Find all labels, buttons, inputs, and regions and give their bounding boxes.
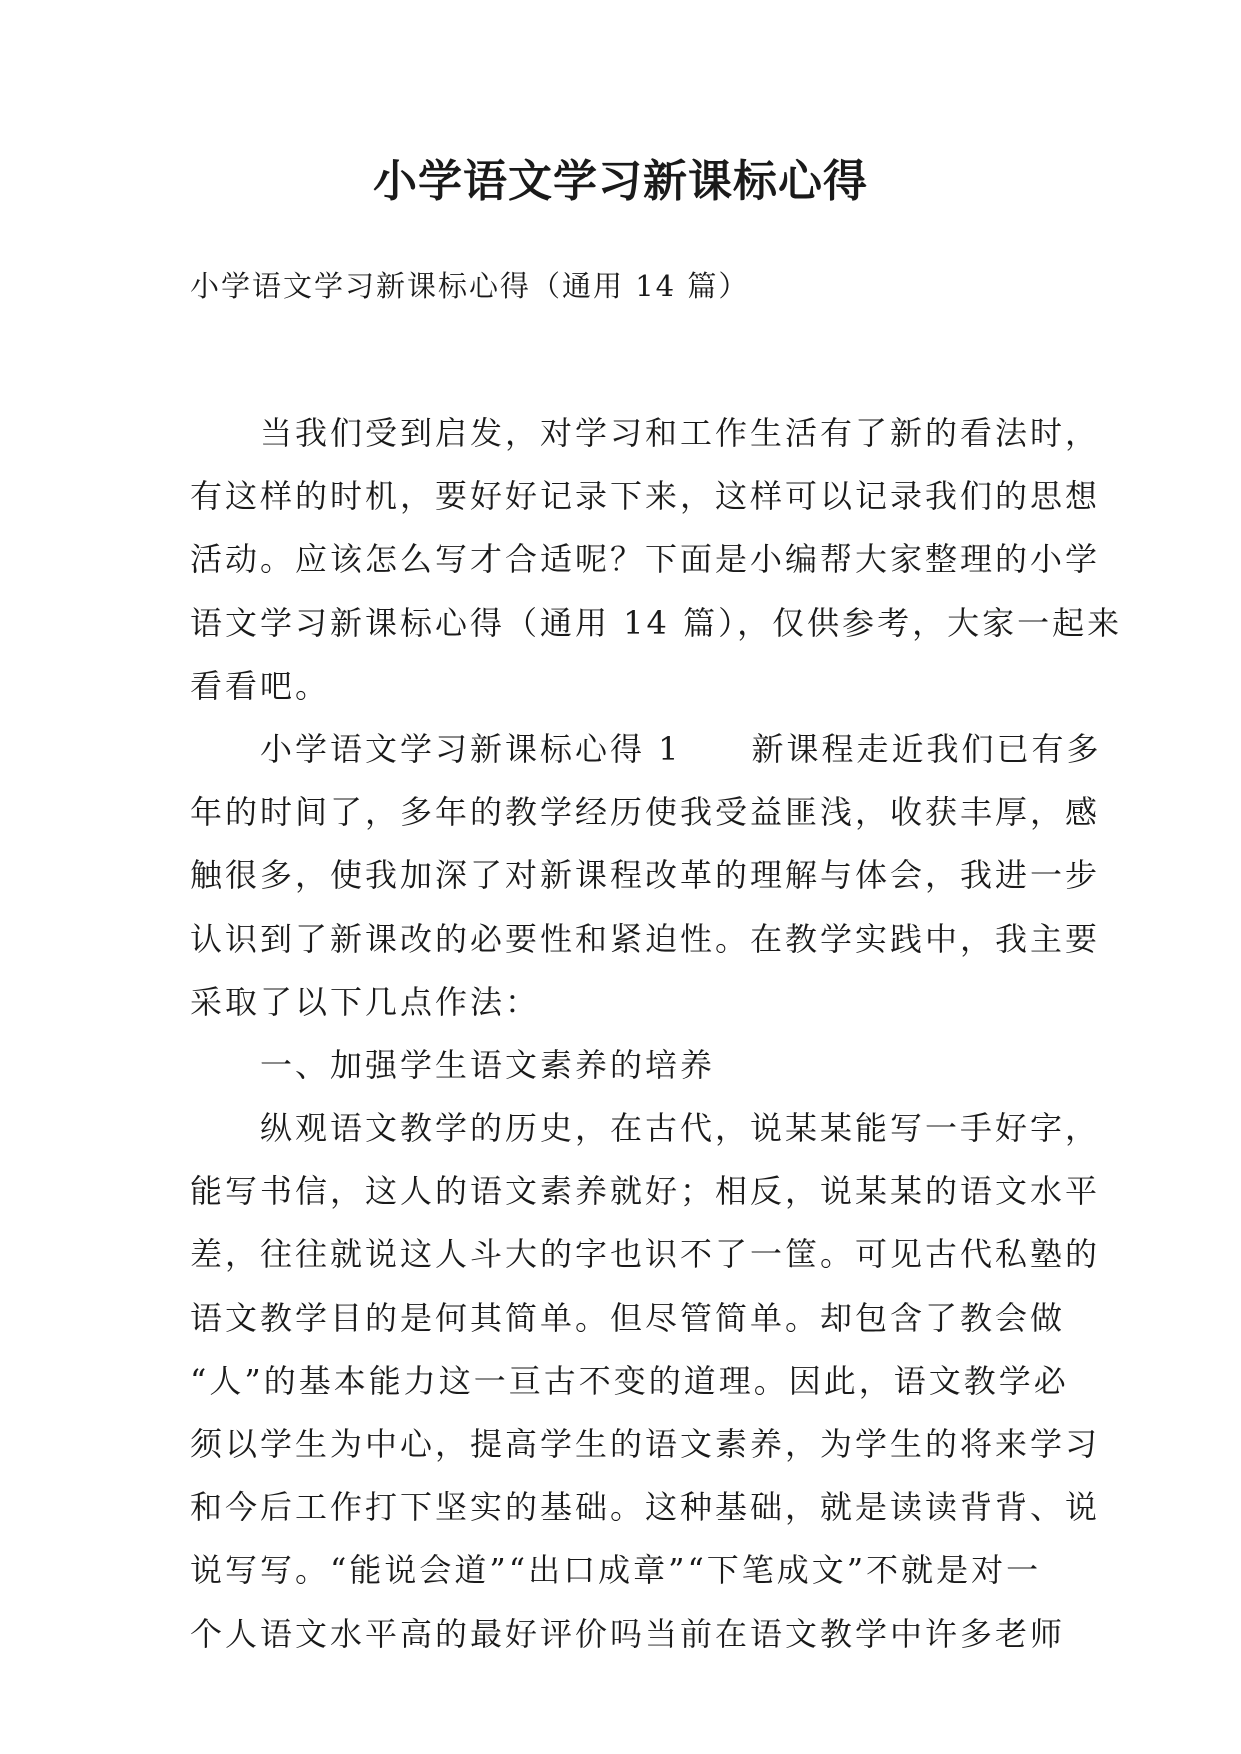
- body-line: 须以学生为中心，提高学生的语文素养，为学生的将来学习: [190, 1425, 1101, 1463]
- body-line: 和今后工作打下坚实的基础。这种基础，就是读读背背、说: [190, 1488, 1101, 1527]
- body-line: 小学语文学习新课标心得 1 新课程走近我们已有多: [190, 729, 1102, 768]
- body-line: 语文教学目的是何其简单。但尽管简单。却包含了教会做: [190, 1298, 1066, 1337]
- body-line: 能写书信，这人的语文素养就好；相反，说某某的语文水平: [190, 1172, 1101, 1211]
- body-line: 年的时间了，多年的教学经历使我受益匪浅，收获丰厚，感: [190, 793, 1101, 832]
- body-line: 当我们受到启发，对学习和工作生活有了新的看法时，: [190, 414, 1101, 452]
- body-line: “人”的基本能力这一亘古不变的道理。因此，语文教学必: [190, 1361, 1069, 1400]
- body-line: 一、加强学生语文素养的培养: [190, 1045, 716, 1084]
- document-body: [190, 402, 1123, 1666]
- body-line: 纵观语文教学的历史，在古代，说某某能写一手好字，: [190, 1109, 1101, 1148]
- body-line: 说写写。“能说会道”“出口成章”“下笔成文”不就是对一: [190, 1551, 1042, 1590]
- document-title: 小学语文学习新课标心得: [373, 156, 868, 207]
- body-line: 触很多，使我加深了对新课程改革的理解与体会，我进一步: [190, 856, 1101, 895]
- body-line: 采取了以下几点作法：: [190, 982, 541, 1021]
- body-line: 差，往往就说这人斗大的字也识不了一筐。可见古代私塾的: [190, 1235, 1101, 1274]
- body-line: 活动。应该怎么写才合适呢？下面是小编帮大家整理的小学: [190, 540, 1101, 579]
- document-subtitle: 小学语文学习新课标心得（通用 14 篇）: [190, 269, 750, 303]
- body-line: 语文学习新课标心得（通用 14 篇），仅供参考，大家一起来: [190, 603, 1123, 642]
- body-line: 认识到了新课改的必要性和紧迫性。在教学实践中，我主要: [190, 919, 1101, 958]
- body-line: 个人语文水平高的最好评价吗当前在语文教学中许多老师: [190, 1614, 1066, 1653]
- body-line: 看看吧。: [190, 666, 331, 705]
- body-line: 有这样的时机，要好好记录下来，这样可以记录我们的思想: [190, 477, 1101, 516]
